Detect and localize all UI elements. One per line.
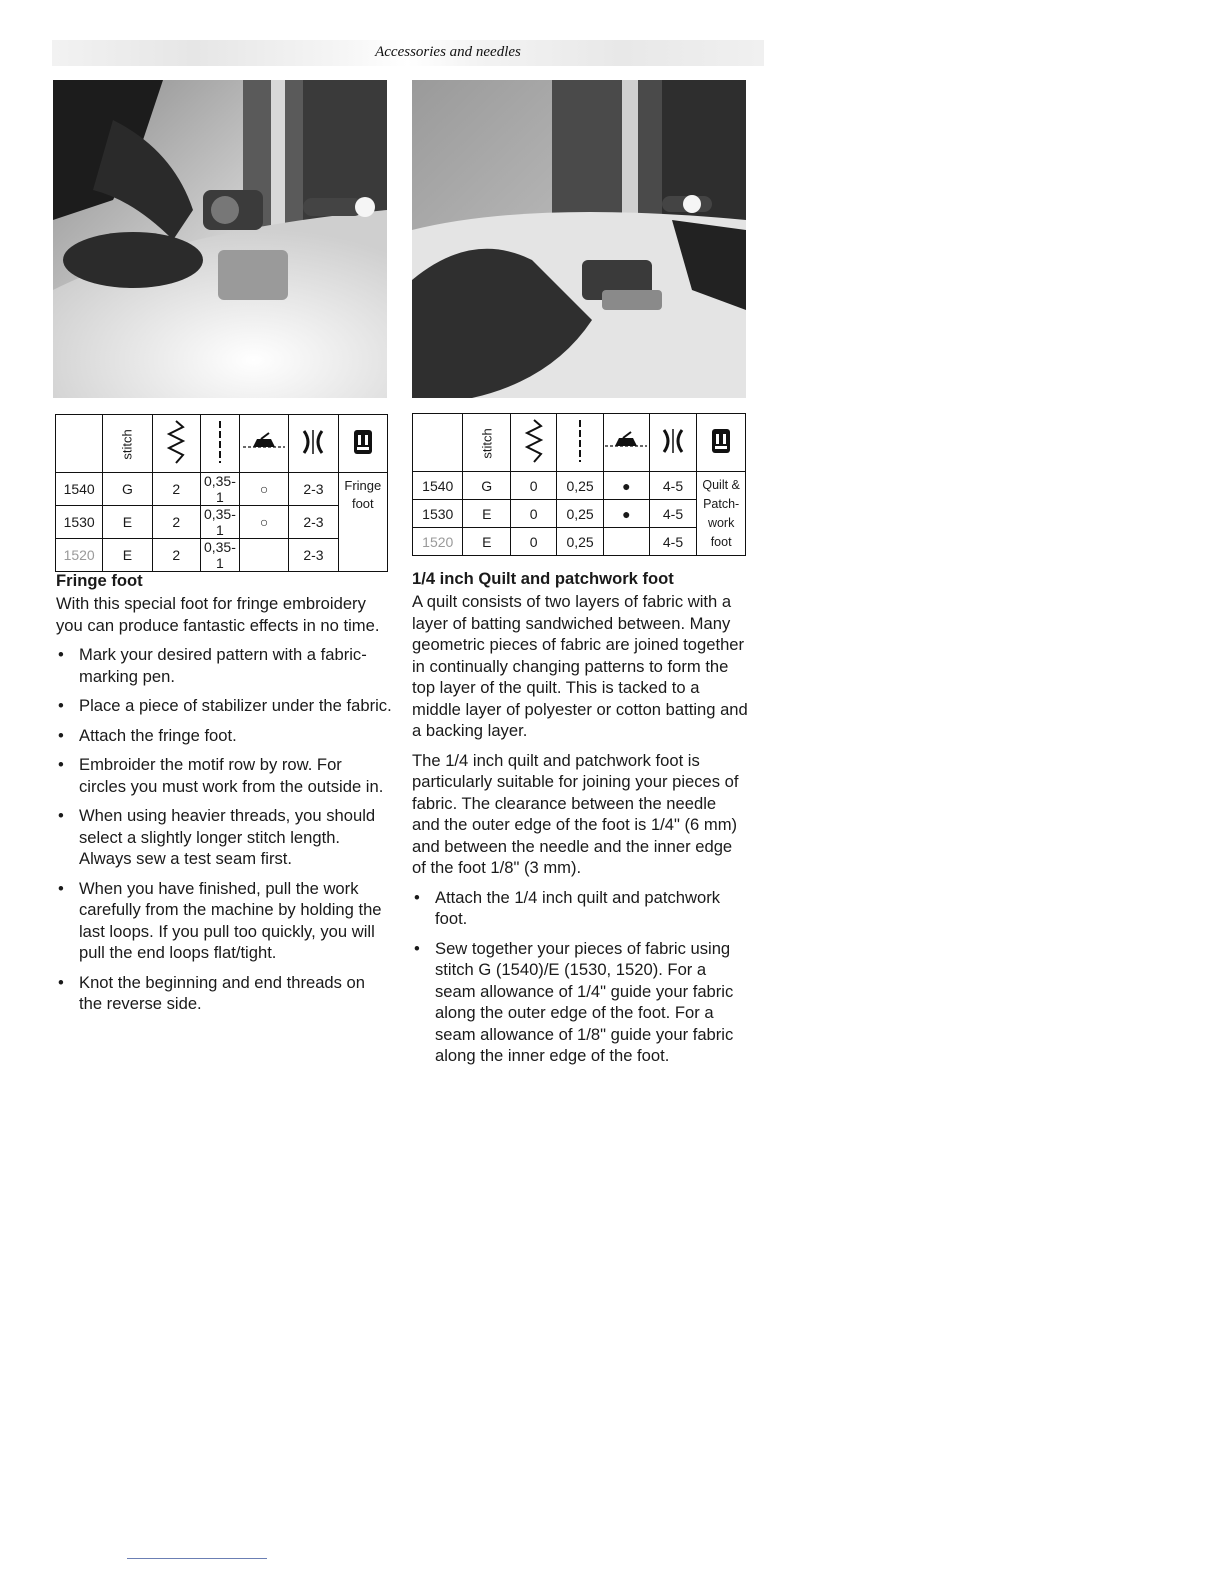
bullet-icon: •	[58, 878, 64, 898]
bullet-icon: •	[58, 806, 64, 825]
stitch-cell: E	[103, 506, 152, 539]
length-cell: 0,25	[557, 500, 603, 528]
model-header-cell	[56, 415, 103, 473]
instruction-list	[56, 644, 392, 1015]
list-item-text: Mark your desired pattern with a fabric-marking pen.	[79, 645, 367, 686]
tension-cell: 4-5	[649, 472, 697, 500]
table-row	[413, 528, 746, 556]
list-item-text: Attach the fringe foot.	[79, 725, 237, 745]
fringe-foot-section	[56, 570, 392, 1023]
presser-foot-icon	[338, 415, 387, 473]
length-cell: 0,25	[557, 528, 603, 556]
feed-cell	[603, 528, 649, 556]
bullet-icon: •	[58, 725, 64, 745]
list-item	[56, 725, 392, 747]
zigzag-width-icon	[511, 414, 557, 472]
bullet-icon: •	[58, 972, 64, 992]
list-item	[56, 878, 392, 964]
bullet-icon: •	[58, 696, 64, 715]
section-paragraph: The 1/4 inch quilt and patchwork foot is particularly suitable for joining your pieces of fabric. The clearance between the needle and the outer edge of the foot is 1/4" (6 mm) and between the needle and the inner edge of the foot 1/8" (3 mm).	[412, 750, 739, 877]
tension-cell: 4-5	[649, 528, 697, 556]
section-heading: 1/4 inch Quilt and patchwork foot	[412, 569, 674, 588]
table-row	[413, 472, 746, 500]
feed-dogs-icon	[603, 414, 649, 472]
model-cell: 1540	[56, 473, 103, 506]
stitch-cell: E	[463, 528, 511, 556]
table-row	[56, 539, 388, 572]
model-cell: 1540	[413, 472, 463, 500]
foot-name-line: Fringe	[344, 478, 382, 493]
foot-name-cell	[338, 473, 387, 572]
list-item	[56, 972, 392, 1015]
list-item-text: Attach the 1/4 inch quilt and patchwork foot.	[435, 887, 721, 928]
list-item-text: Place a piece of stabilizer under the fabric.	[79, 696, 392, 715]
stitch-header-cell	[463, 414, 511, 472]
foot-name-line: foot	[351, 496, 374, 511]
stitch-cell: E	[103, 539, 152, 572]
tension-cell: 2-3	[289, 506, 338, 539]
model-cell: 1520	[56, 539, 103, 572]
table-icon-row	[56, 415, 388, 473]
table-row	[56, 473, 388, 506]
list-item	[412, 938, 748, 1067]
feed-cell: ○	[239, 473, 288, 506]
feed-dogs-icon	[239, 415, 288, 473]
quilt-foot-photo	[412, 80, 746, 398]
feed-cell: ●	[603, 472, 649, 500]
foot-name-line: work	[707, 515, 735, 530]
list-item-text: Embroider the motif row by row. For circles you must work from the outside in.	[79, 755, 384, 796]
instruction-list	[412, 887, 748, 1067]
tension-cell: 2-3	[289, 539, 338, 572]
stitch-cell: G	[103, 473, 152, 506]
length-cell: 0,25	[557, 472, 603, 500]
length-cell: 0,35-1	[200, 539, 239, 572]
width-cell: 0	[511, 528, 557, 556]
fringe-settings-table	[55, 414, 388, 572]
width-cell: 0	[511, 500, 557, 528]
tension-cell: 2-3	[289, 473, 338, 506]
width-cell: 2	[152, 506, 200, 539]
feed-cell: ○	[239, 506, 288, 539]
list-item	[56, 644, 392, 687]
bullet-icon: •	[414, 887, 420, 907]
stitch-cell: G	[463, 472, 511, 500]
list-item-text: Knot the beginning and end threads on the reverse side.	[79, 972, 366, 1013]
thread-tension-icon	[649, 414, 697, 472]
list-item-text: When you have finished, pull the work carefully from the machine by holding the last loops. If you pull too quickly, you will pull the end loops flat/tight.	[79, 878, 382, 962]
model-cell: 1520	[413, 528, 463, 556]
stitch-label: stitch	[119, 428, 135, 460]
section-intro: With this special foot for fringe embroidery you can produce fantastic effects in no time.	[56, 594, 380, 635]
model-cell: 1530	[413, 500, 463, 528]
list-item	[56, 695, 392, 717]
stitch-length-icon	[200, 415, 239, 473]
quilt-foot-section	[412, 568, 748, 1075]
fringe-foot-photo	[53, 80, 387, 398]
model-header-cell	[413, 414, 463, 472]
stitch-label: stitch	[479, 427, 495, 459]
section-heading: Fringe foot	[56, 571, 143, 590]
bullet-icon: •	[58, 645, 64, 664]
feed-cell	[239, 539, 288, 572]
presser-foot-icon	[697, 414, 746, 472]
section-paragraph: A quilt consists of two layers of fabric with a layer of batting sandwiched between. Many geometric pieces of fabric are joined together in continually changing patterns to form the top layer of the quilt. This is tacked to a middle layer of polyester or cotton batting and a backing layer.	[412, 592, 748, 740]
footer-rule	[127, 1558, 267, 1559]
zigzag-width-icon	[152, 415, 200, 473]
foot-name-line: foot	[710, 534, 732, 549]
stitch-length-icon	[557, 414, 603, 472]
table-row	[56, 506, 388, 539]
length-cell: 0,35-1	[200, 506, 239, 539]
list-item	[56, 754, 392, 797]
tension-cell: 4-5	[649, 500, 697, 528]
quilt-settings-table	[412, 413, 746, 556]
stitch-cell: E	[463, 500, 511, 528]
list-item	[412, 887, 748, 930]
width-cell: 2	[152, 539, 200, 572]
stitch-header-cell	[103, 415, 152, 473]
width-cell: 0	[511, 472, 557, 500]
list-item	[56, 805, 392, 870]
length-cell: 0,35-1	[200, 473, 239, 506]
page-header-title: Accessories and needles	[375, 44, 521, 60]
table-icon-row	[413, 414, 746, 472]
width-cell: 2	[152, 473, 200, 506]
list-item-text: Sew together your pieces of fabric using stitch G (1540)/E (1530, 1520). For a seam allowance of 1/4" guide your fabric along the outer edge of the foot. For a seam allowance of 1/8" guide your fabric along the inner edge of the foot.	[435, 938, 734, 1065]
foot-name-cell	[697, 472, 746, 556]
bullet-icon: •	[58, 755, 64, 774]
list-item-text: When using heavier threads, you should select a slightly longer stitch length. Always sew a test seam first.	[79, 806, 376, 868]
bullet-icon: •	[414, 938, 420, 958]
feed-cell: ●	[603, 500, 649, 528]
model-cell: 1530	[56, 506, 103, 539]
foot-name-line: Patch-	[703, 496, 740, 511]
thread-tension-icon	[289, 415, 338, 473]
table-row	[413, 500, 746, 528]
foot-name-line: Quilt &	[702, 477, 740, 492]
